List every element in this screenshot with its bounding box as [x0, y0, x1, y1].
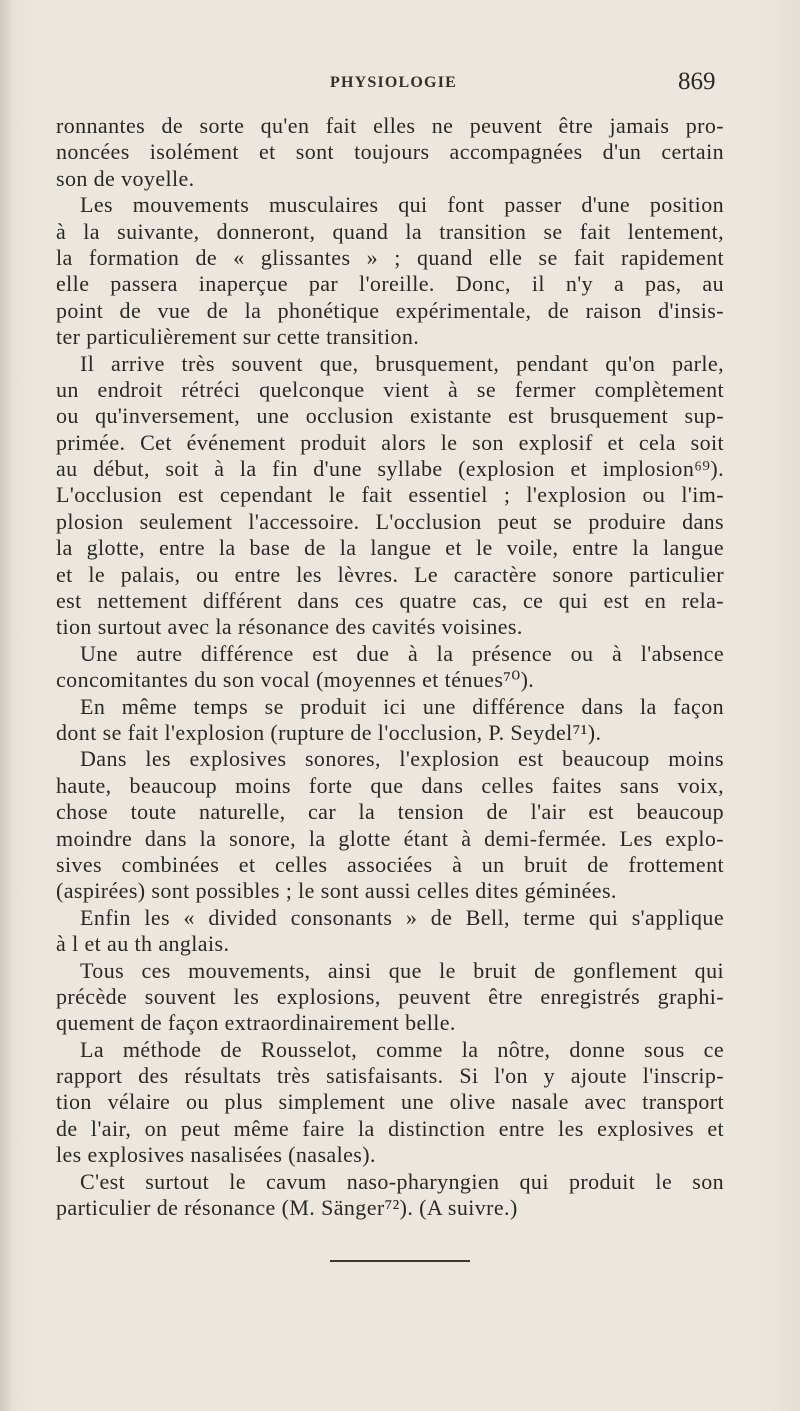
text-line: En même temps se produit ici une différence dans la façon: [80, 693, 724, 719]
text-line: Dans les explosives sonores, l'explosion est beaucoup moins: [80, 746, 724, 772]
text-line: elle passera inaperçue par l'oreille. Donc, il n'y a pas, au: [56, 271, 724, 297]
text-line: tion vélaire ou plus simplement une olive nasale avec transport: [56, 1089, 724, 1115]
text-line: plosion seulement l'accessoire. L'occlusion peut se produire dans: [56, 508, 724, 534]
text-line: (aspirées) sont possibles ; le sont aussi celles dites géminées.: [56, 878, 617, 904]
text-line: un endroit rétréci quelconque vient à se fermer complètement: [56, 376, 724, 402]
page-number: 869: [678, 68, 716, 95]
text-line: La méthode de Rousselot, comme la nôtre, donne sous ce: [80, 1036, 724, 1062]
text-line: ou qu'inversement, une occlusion existante est brusquement sup-: [56, 403, 724, 429]
text-line: et le palais, ou entre les lèvres. Le caractère sonore particulier: [56, 561, 724, 587]
text-line: particulier de résonance (M. Sänger⁷²). (A suivre.): [56, 1195, 518, 1221]
text-line: ter particulièrement sur cette transition.: [56, 324, 420, 350]
running-head: PHYSIOLOGIE: [330, 74, 458, 91]
text-line: dont se fait l'explosion (rupture de l'occlusion, P. Seydel⁷¹).: [56, 719, 602, 745]
text-line: Les mouvements musculaires qui font passer d'une position: [80, 192, 724, 218]
text-line: C'est surtout le cavum naso-pharyngien qui produit le son: [80, 1168, 724, 1194]
text-line: chose toute naturelle, car la tension de l'air est beaucoup: [56, 799, 724, 825]
text-line: à l et au th anglais.: [56, 931, 230, 957]
text-line: sives combinées et celles associées à un bruit de frottement: [56, 851, 724, 877]
text-line: L'occlusion est cependant le fait essentiel ; l'explosion ou l'im-: [56, 482, 724, 508]
text-line: la formation de « glissantes » ; quand elle se fait rapidement: [56, 244, 724, 270]
text-line: haute, beaucoup moins forte que dans celles faites sans voix,: [56, 772, 724, 798]
text-line: Tous ces mouvements, ainsi que le bruit de gonflement qui: [80, 957, 724, 983]
text-line: Enfin les « divided consonants » de Bell, terme qui s'applique: [80, 904, 724, 930]
text-line: de l'air, on peut même faire la distinction entre les explosives et: [56, 1115, 724, 1141]
body-text: [56, 113, 724, 1221]
text-line: tion surtout avec la résonance des cavités voisines.: [56, 614, 523, 640]
text-line: la glotte, entre la base de la langue et le voile, entre la langue: [56, 535, 724, 561]
text-line: précède souvent les explosions, peuvent être enregistrés graphi-: [56, 983, 724, 1009]
text-line: rapport des résultats très satisfaisants. Si l'on y ajoute l'inscrip-: [56, 1063, 724, 1089]
text-line: les explosives nasalisées (nasales).: [56, 1142, 376, 1168]
text-line: point de vue de la phonétique expérimentale, de raison d'insis-: [56, 297, 724, 323]
page-header: [0, 64, 800, 104]
text-line: à la suivante, donneront, quand la transition se fait lentement,: [56, 218, 724, 244]
text-line: est nettement différent dans ces quatre cas, ce qui est en rela-: [56, 588, 724, 614]
text-line: au début, soit à la fin d'une syllabe (explosion et implosion⁶⁹).: [56, 456, 724, 482]
text-line: noncées isolément et sont toujours accompagnées d'un certain: [56, 139, 724, 165]
text-line: quement de façon extraordinairement belle.: [56, 1010, 456, 1036]
text-line: moindre dans la sonore, la glotte étant à demi-fermée. Les explo-: [56, 825, 724, 851]
text-line: ronnantes de sorte qu'en fait elles ne peuvent être jamais pro-: [56, 113, 724, 138]
text-line: concomitantes du son vocal (moyennes et ténues⁷⁰).: [56, 667, 535, 693]
text-line: primée. Cet événement produit alors le son explosif et cela soit: [56, 429, 724, 455]
end-rule: [330, 1260, 470, 1262]
text-line: Une autre différence est due à la présence ou à l'absence: [80, 640, 724, 666]
text-line: son de voyelle.: [56, 165, 195, 191]
text-line: Il arrive très souvent que, brusquement, pendant qu'on parle,: [80, 350, 724, 376]
